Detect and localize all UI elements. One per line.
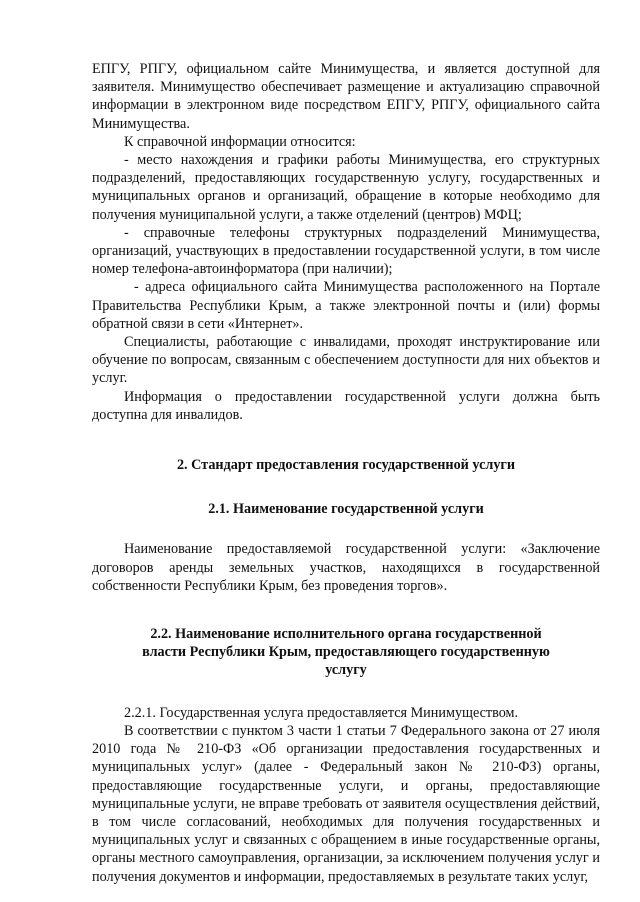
intro-paragraph: ЕПГУ, РПГУ, официальном сайте Минимущества, и является доступной для заявителя. Минимущество обеспечивает размещение и актуализацию справочной информации в электронном виде посредством ЕПГУ, РПГУ, официального сайта Минимущества. (92, 61, 600, 132)
section-2-2-heading: 2.2. Наименование исполнительного органа государственной власти Республики Крым, предоставляющего государственную услугу (142, 626, 550, 679)
reference-item-phones: - справочные телефоны структурных подразделений Минимущества, организаций, участвующих в предоставлении государственной услуги, в том числе номер телефона-автоинформатора (при наличии); (92, 224, 600, 278)
section-2-1-text: Наименование предоставляемой государственной услуги: «Заключение договоров аренды земельных участков, находящихся в государственной собственности Республики Крым, без проведения торгов». (92, 541, 600, 594)
reference-intro: К справочной информации относится: (124, 133, 356, 150)
section-2-2-1-text: 2.2.1. Государственная услуга предоставляется Минимуществом. (124, 704, 519, 721)
specialists-paragraph: Специалисты, работающие с инвалидами, проходят инструктирование или обучение по вопросам, связанным с обеспечением доступности для них объектов и услуг. (92, 334, 600, 387)
reference-item-addresses: - адреса официального сайта Минимущества расположенного на Портале Правительства Республики Крым, а также электронной почты и (или) формы обратной связи в сети «Интернет». (92, 279, 600, 332)
document-page (92, 60, 600, 886)
section-2-1-heading: 2.1. Наименование государственной услуги (208, 501, 484, 518)
section-2-2-law-text: В соответствии с пунктом 3 части 1 статьи 7 Федерального закона от 27 июля 2010 года № 210-ФЗ «Об организации предоставления государственных и муниципальных услуг» (далее - Федеральный закон № 210-ФЗ) органы, предоставляющие государственные услуги, и органы, предоставляющие муниципальные услуги, не вправе требовать от заявителя осуществления действий, в том числе согласований, необходимых для получения государственных и муниципальных услуг и связанных с обращением в иные государственные органы, органы местного самоуправления, организации, за исключением получения услуг и получения документов и информации, предоставляемых в результате таких услуг, (92, 722, 600, 885)
reference-item-locations: - место нахождения и графики работы Минимущества, его структурных подразделений, предоставляющих государственную услугу, государственных и муниципальных органов и организаций, обращение в которые необходимо для получения муниципальной услуги, а также отделений (центров) МФЦ; (92, 152, 600, 223)
section-2-heading: 2. Стандарт предоставления государственной услуги (176, 457, 516, 474)
disabled-info-paragraph: Информация о предоставлении государственной услуги должна быть доступна для инвалидов. (92, 388, 600, 423)
